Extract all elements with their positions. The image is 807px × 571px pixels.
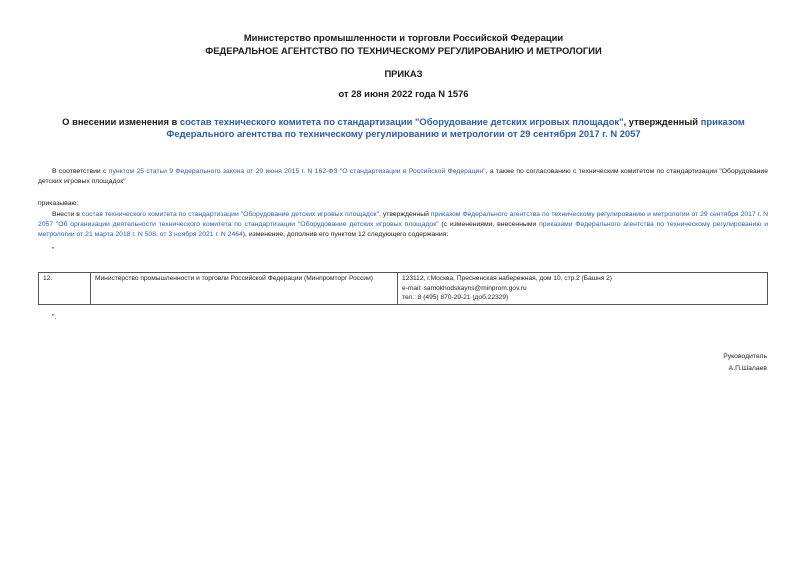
quote-open-mark: ": [52, 247, 55, 254]
document-type: ПРИКАЗ: [384, 68, 423, 79]
paragraph-amendment: [38, 210, 768, 240]
para3-text-1: Внести в: [52, 211, 82, 218]
para1-link-law[interactable]: пунктом 25 статьи 9 Федерального закона от 29 июня 2015 г. N 162-ФЗ "О стандартизации в Российской Федерации": [108, 168, 486, 175]
paragraph-basis: [38, 167, 768, 187]
title-text-2: , утвержденный: [623, 116, 701, 127]
member-contacts: [398, 273, 768, 305]
document-title: [30, 116, 777, 140]
signature-name: А.П.Шалаев: [728, 365, 767, 372]
title-text-1: О внесении изменения в: [62, 116, 180, 127]
document-date-number: от 28 июня 2022 года N 1576: [338, 88, 469, 99]
member-organization: Министерство промышленности и торговли Российской Федерации (Минпромторг России): [91, 273, 398, 305]
para3-link-amending-orders[interactable]: приказами Федерального агентства по техническому регулированию и метрологии от 21 марта 2018 г. N 508, от 3 ноября 2021 г. N 2464: [38, 221, 768, 238]
member-number: 12.: [39, 273, 91, 305]
para3-link-order[interactable]: приказом Федерального агентства по техническому регулированию и метрологии от 29 сентября 2017 г. N 2057 "Об организации деятельности технического комитета по стандартизации "Оборудование детских игровых площадок": [38, 211, 768, 228]
para1-text-1: В соответствии с: [52, 168, 109, 175]
member-email: e-mail: samokhodskayns@minprom.gov.ru: [402, 284, 527, 292]
ministry-name: Министерство промышленности и торговли Российской Федерации: [243, 32, 564, 43]
signature-position: Руководитель: [723, 353, 767, 360]
para3-text-2: , утвержденный: [379, 211, 431, 218]
title-link-order[interactable]: приказом Федерального агентства по техническому регулированию и метрологии от 29 сентября 2017 г. N 2057: [166, 116, 745, 139]
para1-text-2: , а также по согласованию с техническим комитетом по стандартизации "Оборудование детских игровых площадок": [38, 168, 768, 185]
table-row: [39, 273, 768, 305]
member-phone: тел.: 8 (495) 870-29-21 (доб.22329): [402, 294, 509, 301]
para3-text-3: (с изменениями, внесенными: [438, 221, 540, 228]
para3-link-committee[interactable]: состав технического комитета по стандартизации "Оборудование детских игровых площадок": [81, 211, 379, 218]
para3-text-4: ), изменение, дополнив его пунктом 12 следующего содержания:: [242, 231, 449, 238]
member-table: [38, 272, 768, 305]
quote-close-mark: ".: [52, 314, 57, 321]
paragraph-order-word: приказываю:: [38, 200, 79, 207]
title-link-committee[interactable]: состав технического комитета по стандартизации "Оборудование детских игровых площадок": [179, 116, 624, 127]
member-address: 123112, г.Москва, Пресненская набережная, дом 10, стр.2 (Башня 2): [402, 275, 612, 282]
agency-name: ФЕДЕРАЛЬНОЕ АГЕНТСТВО ПО ТЕХНИЧЕСКОМУ РЕГУЛИРОВАНИЮ И МЕТРОЛОГИИ: [205, 45, 602, 56]
